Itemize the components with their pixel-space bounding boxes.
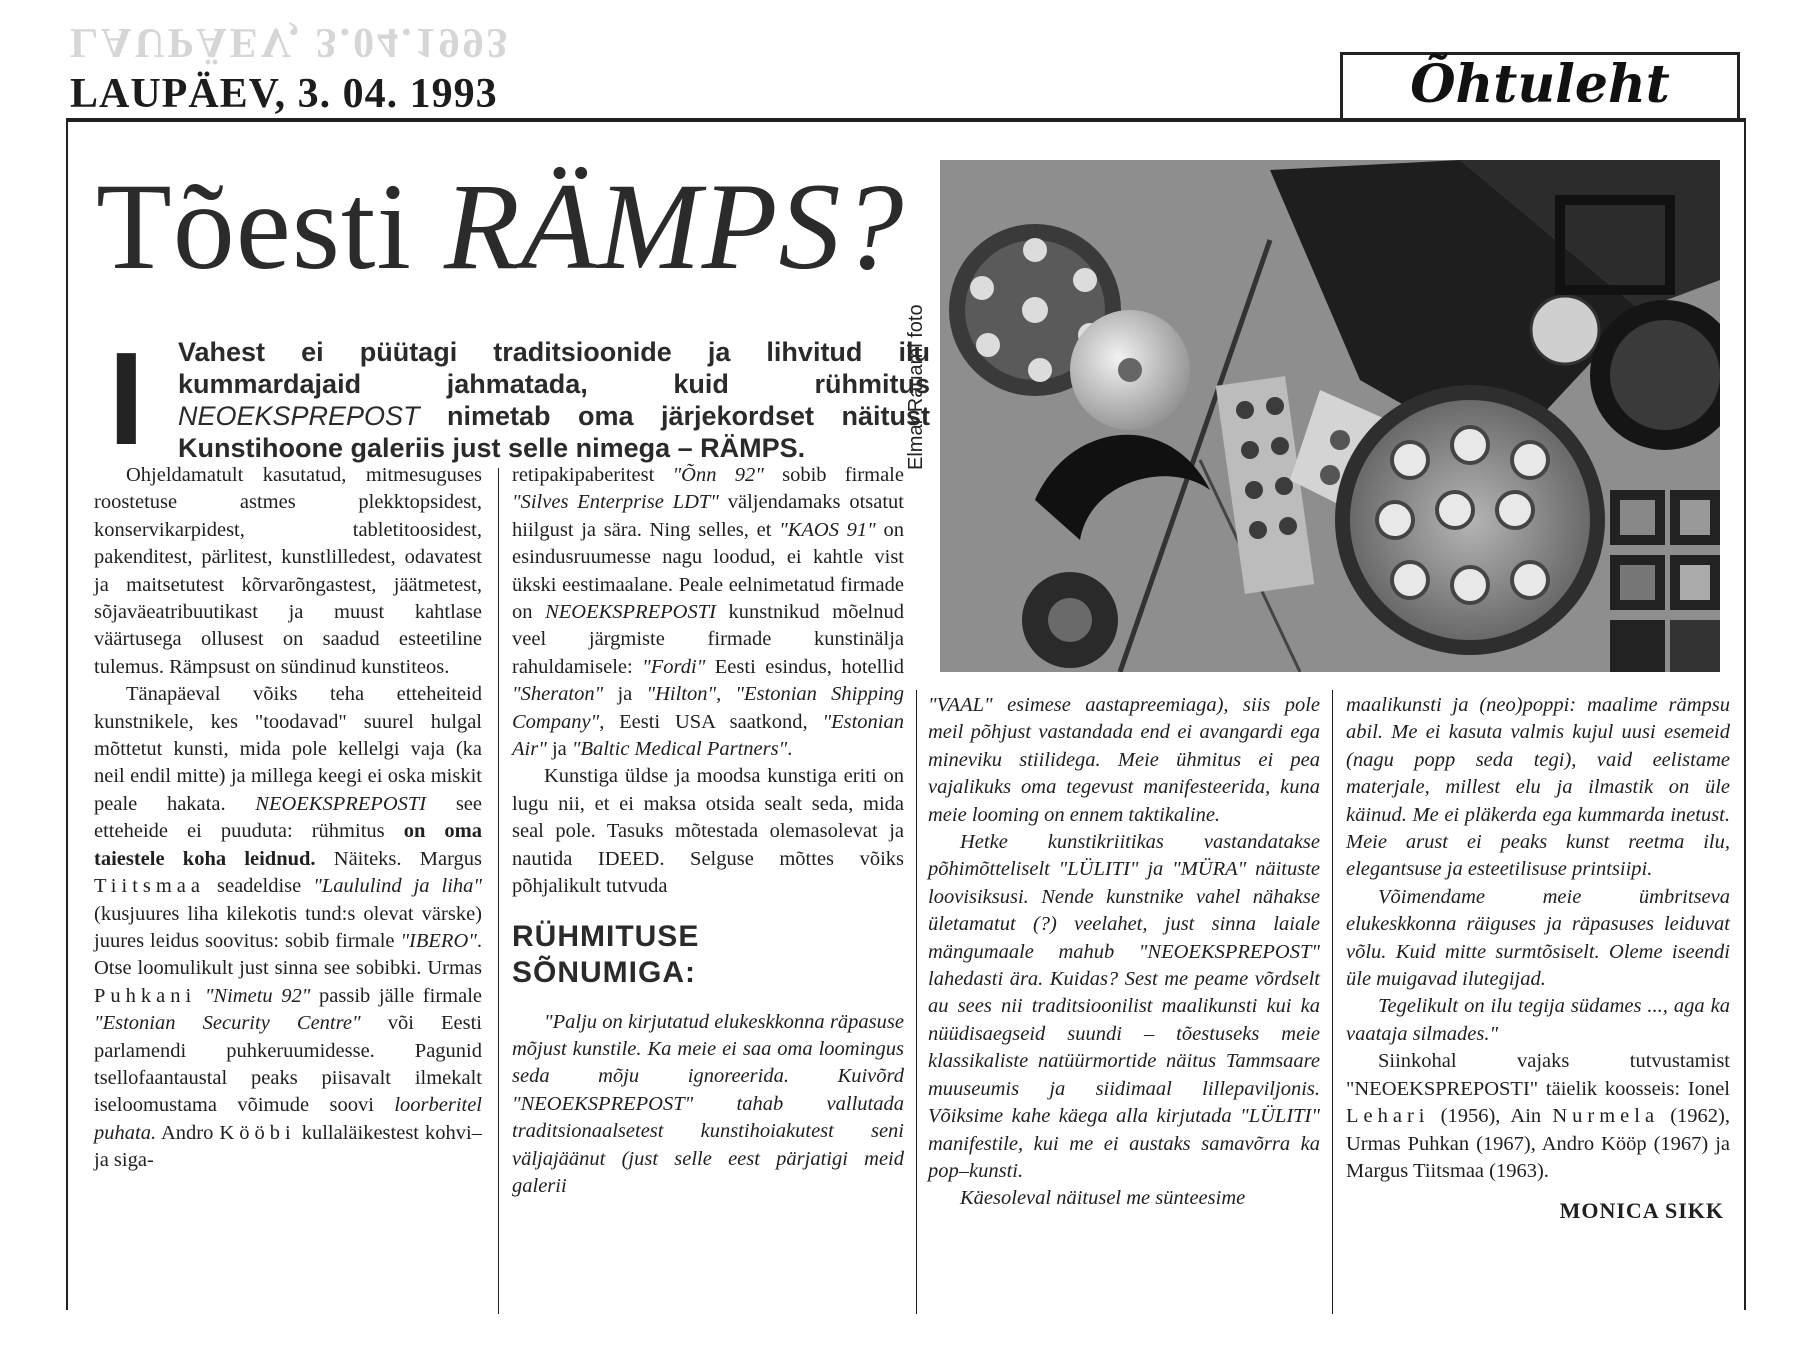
subheading xyxy=(512,919,904,991)
lead-initial-letter: I xyxy=(108,325,145,472)
company-name: "Baltic Medical Partners" xyxy=(571,738,788,761)
article-column-3 xyxy=(928,692,1320,1213)
col2-paragraph-1 xyxy=(512,462,904,763)
frame-right-rule xyxy=(1744,122,1746,1310)
spaced-name: Puhkani xyxy=(94,984,197,1007)
text-run: Siinkohal vajaks tutvustamist "NEOEKSPREPOSTI" täielik koosseis: Ionel xyxy=(1346,1050,1730,1100)
text-run: . xyxy=(787,738,793,761)
column-rule-1 xyxy=(498,468,499,1314)
author-signature: MONICA SIKK xyxy=(1559,1198,1724,1224)
group-name: NEOEKSPREPOSTI xyxy=(545,601,716,624)
text-run: , Eesti USA saatkond, xyxy=(599,710,823,733)
group-name: NEOEKSPREPOSTI xyxy=(255,792,427,815)
company-name: "Silves Enterprise LDT" xyxy=(512,491,719,514)
company-name: "IBERO" xyxy=(400,929,477,952)
article-column-4 xyxy=(1346,692,1730,1225)
text-run: (kusjuures liha kilekotis tund:s olevat värske) juures leidus soovitus: sobib firmale xyxy=(94,902,482,952)
col4-paragraph-3: Tegelikult on ilu tegija südames ..., aga ka vaataja silmades." xyxy=(1346,995,1730,1045)
text-run: . Otse loomulikult just sinna see sobibki. Urmas xyxy=(94,929,482,980)
company-name: "Estonian Security Centre" xyxy=(94,1012,361,1035)
headline-italic: RÄMPS? xyxy=(443,158,905,295)
col4-paragraph-4 xyxy=(1346,1048,1730,1185)
spaced-name: Tiitsmaa xyxy=(94,875,206,898)
article-column-2 xyxy=(512,462,904,1200)
col2-paragraph-2: Kunstiga üldse ja moodsa kunstiga eriti on lugu nii, et ei maksa otsida sealt seda, mida seal pole. Tasuks mõtestada olemasolevat ja nautida IDEED. Selguse mõttes võiks põhjalikult tutvuda xyxy=(512,765,904,898)
company-name: "Fordi" xyxy=(642,655,706,678)
exhibition-photo xyxy=(940,160,1720,672)
photo-illustration xyxy=(940,160,1720,672)
text-run: Eesti esindus, hotellid xyxy=(705,655,904,678)
artwork-title: "Nimetu 92" xyxy=(204,984,311,1007)
col4-paragraph-2: Võimendame meie ümbritseva elukeskkonna räiguses ja räpasuses leiduvat võlu. Kuid mitte surmtõsiselt. Oleme iseendi üle muigavad ilutegijad. xyxy=(1346,885,1730,991)
spaced-name: Kööbi xyxy=(219,1121,296,1144)
subheading-line-2: SÕNUMIGA: xyxy=(512,955,696,989)
text-run: passib jälle firmale xyxy=(310,984,482,1007)
photo-credit: Elmar Rauami foto xyxy=(905,304,927,470)
text-run: ja xyxy=(546,738,572,761)
artwork-title: "Õnn 92" xyxy=(672,464,764,486)
bleed-through-text: LAUPÄEV, 3.04.1993 xyxy=(70,19,511,65)
text-run: kullaläikestest kohvi– ja siga- xyxy=(94,1121,482,1172)
artwork-title: "Laululind ja liha" xyxy=(313,875,482,898)
text-run: või Eesti parlamendi puhkeruumidesse. Pagunid tsellofaantaustal peaks piisavalt ilmekalt iseloomustama võimude soovi xyxy=(94,1012,482,1117)
issue-date: LAUPÄEV, 3. 04. 1993 xyxy=(70,71,498,117)
company-name: "Estonian Air" xyxy=(512,710,904,761)
text-run: retipakipaberitest xyxy=(512,464,673,486)
text-run: Näiteks. Margus xyxy=(315,847,482,870)
article-column-1 xyxy=(94,462,482,1175)
column-rule-3 xyxy=(1332,690,1333,1314)
col3-paragraph-1: "VAAL" esimese aastapreemiaga), siis pole meil põhjust vastandada end ei avangardi ega mineviku stiilidega. Meie ühmitus ei pea vajalikuks oma tegevust manifesteerida, kuna meie looming on ennem taktikaline. xyxy=(928,694,1320,826)
text-run: ja xyxy=(603,683,647,706)
company-name: "Sheraton" xyxy=(512,683,604,706)
text-run: väljendamaks otsatut hiilgust ja sära. Ning selles, et xyxy=(512,491,904,541)
text-run: (1956), Ain xyxy=(1429,1105,1553,1128)
lead-text-after: nimetab oma järjekordset näitust Kunstihoone galeriis just selle nimega – RÄMPS. xyxy=(178,401,930,463)
spaced-name: Lehari xyxy=(1346,1105,1430,1128)
col1-paragraph-2 xyxy=(94,681,482,1174)
lead-text-before: Vahest ei püütagi traditsioonide ja lihvitud ilu kummardajaid jahmatada, kuid rühmitus xyxy=(178,337,930,399)
col3-paragraph-3: Käesoleval näitusel me sünteesime xyxy=(960,1187,1246,1210)
lead-paragraph xyxy=(178,336,930,464)
company-name: "Hilton" xyxy=(646,683,717,706)
subheading-line-1: RÜHMITUSE xyxy=(512,919,700,953)
text-run: , xyxy=(716,683,736,706)
text-run xyxy=(196,985,205,1007)
text-run: sobib firmale xyxy=(763,464,904,486)
col4-paragraph-1: maalikunsti ja (neo)poppi: maalime rämpsu abil. Me ei kasuta valmis kujul uusi esemeid (nagu popp seda tegi), vaid eelistame materjale, millest elu ja ilmastik on üle käinud. Me ei pläkerda ega kummarda inetust. Meie arust ei peaks kunst reetma ilu, elegantsuse ja esteetilisuse printsiipi. xyxy=(1346,694,1730,881)
headline-normal: Tõesti xyxy=(96,158,444,295)
text-run: seadeldise xyxy=(205,875,314,898)
frame-left-rule xyxy=(66,122,68,1310)
text-run: (1962), Urmas Puhkan (1967), Andro Kööp (1967) ja Margus Tiitsmaa (1963). xyxy=(1346,1105,1731,1182)
lead-group-name: NEOEKSPREPOST xyxy=(178,401,420,431)
italic-phrase: loorberitel puhata. xyxy=(94,1094,482,1144)
company-name: "Estonian Shipping Company" xyxy=(512,683,905,733)
col3-paragraph-2: Hetke kunstikriitikas vastandatakse põhimõtteliselt "LÜLITI" ja "MÜRA" näituste loovisiksusi. Nende kunstnike vahel nähakse ületamatut (?) veelahet, just sinna laiale mängumaale mahub "NEOEKSPREPOST" lahedasti ära. Kuidas? Sest me peame võrdselt au sees nii traditsioonilist maalikunsti kui ka nüüdisaegseid suundi – tõestuseks meie klassikaliste natüürmortide näitus Tammsaare muuseumis ja siidimaal lillepaviljonis. Võiksime kahe käega alla kirjutada "LÜLITI" manifestile, kui me ei austaks samavõrra ka pop–kunsti. xyxy=(928,831,1320,1182)
col2-quote-paragraph: "Palju on kirjutatud elukeskkonna räpasuse mõjust kunstile. Ka meie ei saa oma loomingus seda mõju ignoreerida. Kuivõrd "NEOEKSPREPOST" tahab vallutada traditsionaalsetest kunstihoiakutest seni väljajäänut (just selle eest pärjatigi meid galerii xyxy=(512,1010,904,1197)
spaced-name: Nurmela xyxy=(1552,1105,1660,1128)
masthead-rule xyxy=(66,118,1746,122)
text-run: Tänapäeval võiks teha etteheiteid kunstnikele, kes "toodavad" suurel hulgal mõttetut kunsti, mida pole kellelgi vaja (ka neil endil mitte) ja millega keegi ei oska miskit peale hakata. xyxy=(94,683,482,815)
text-run: see etteheide ei puuduta: rühmitus xyxy=(94,792,482,843)
text-run: on esindusruumesse nagu loodud, ei kahtle vist ükski eestimaalane. Peale eelnimetatud firmade on xyxy=(512,518,904,624)
text-run: Andro xyxy=(156,1121,220,1144)
col1-paragraph-1: Ohjeldamatult kasutatud, mitmesuguses roostetuse astmes plekktopsidest, konservikarpidest, tabletitoosidest, pakenditest, pärlitest, kunstlilledest, odavatest ja maitsetutest kõrvarõngastest, jäätmetest, sõjaväeatribuutikast ja muust kahtlase väärtusega ollusest on saadud esteetiline tulemus. Rämpsust on sündinud kunstiteos. xyxy=(94,464,482,678)
newspaper-logo: Õhtuleht xyxy=(1340,52,1740,122)
column-rule-2 xyxy=(916,690,917,1314)
headline xyxy=(96,158,905,295)
bold-phrase: on oma taiestele koha leidnud. xyxy=(94,820,482,870)
text-run: kunstnikud mõelnud veel järgmiste firmade kunstinälja rahuldamisele: xyxy=(512,601,905,678)
artwork-title: "KAOS 91" xyxy=(779,518,876,541)
